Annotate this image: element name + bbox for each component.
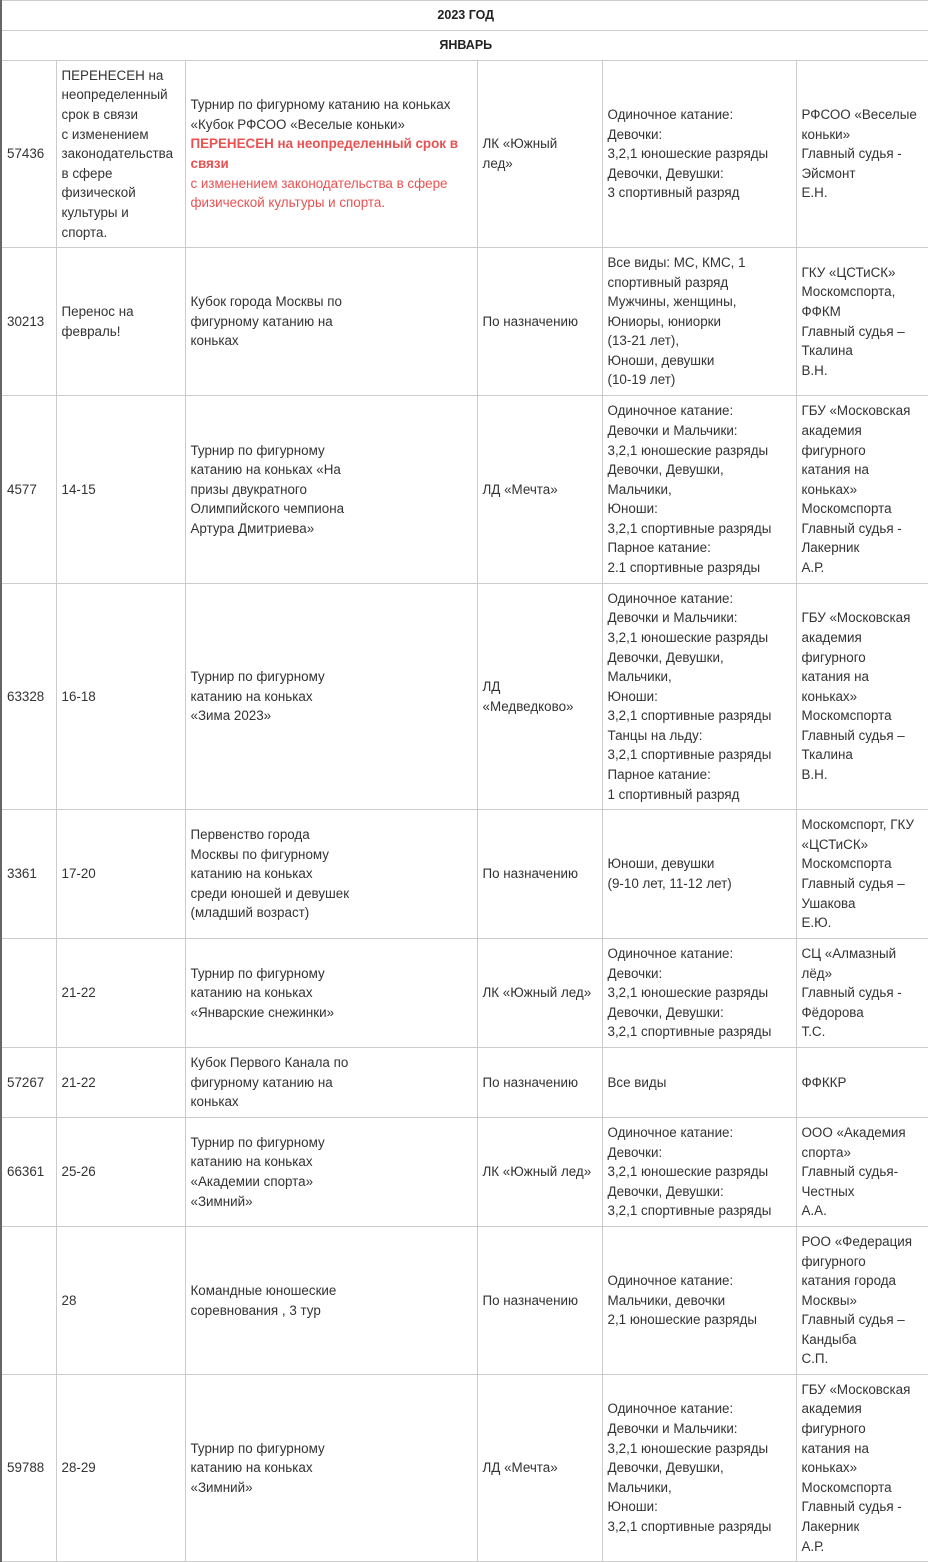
event-name-cell [185, 396, 477, 584]
categories-text: Одиночное катание: Девочки: 3,2,1 юношеские разряды Девочки, Девушки: 3,2,1 спортивные разряды [607, 946, 772, 1040]
date-text: 14-15 [61, 481, 96, 497]
event-id-cell [1, 939, 56, 1048]
venue-cell [477, 248, 602, 396]
month-heading: ЯНВАРЬ [1, 31, 928, 61]
event-id-cell [1, 1048, 56, 1118]
categories-text: Одиночное катание: Девочки и Мальчики: 3,2,1 юношеские разряды Девочки, Девушки, Мальчики, Юноши: 3,2,1 спортивные разряды [607, 1401, 772, 1534]
date-cell [56, 939, 185, 1048]
categories-cell [602, 396, 796, 584]
categories-text: Все виды: МС, КМС, 1 спортивный разряд Мужчины, женщины, Юниоры, юниорки (13-21 лет), Юноши, девушки (10-19 лет) [607, 254, 746, 388]
categories-text: Одиночное катание: Мальчики, девочки 2,1 юношеские разряды [607, 1273, 757, 1328]
event-name-text: Командные юношеские соревнования , 3 тур [190, 1282, 337, 1318]
venue-text: ЛК «Южный лед» [482, 985, 592, 1001]
event-name-cell [185, 1048, 477, 1118]
organizer-text: Москомспорт, ГКУ «ЦСТиСК» Москомспорта Главный судья – Ушакова Е.Ю. [801, 817, 914, 931]
event-id-text: 57267 [7, 1074, 45, 1090]
categories-cell [602, 248, 796, 396]
event-id-cell [1, 810, 56, 939]
date-text: 28 [61, 1292, 77, 1308]
event-name-text: Первенство города Москвы по фигурному катанию на коньках среди юношей и девушек (младший возраст) [190, 827, 350, 921]
year-heading: 2023 ГОД [1, 1, 928, 31]
organizer-cell [796, 396, 928, 584]
event-name-cell [185, 1375, 477, 1562]
categories-text: Юноши, девушки (9-10 лет, 11-12 лет) [607, 856, 732, 891]
event-name-text: Турнир по фигурному катанию на коньках «Кубок РФСОО «Веселые коньки» [190, 97, 451, 132]
date-cell [56, 584, 185, 810]
organizer-text: ФФККР [801, 1074, 847, 1090]
venue-text: По назначению [482, 313, 579, 329]
date-text: 17-20 [61, 866, 96, 882]
categories-text: Одиночное катание: Девочки: 3,2,1 юношеские разряды Девочки, Девушки: 3,2,1 спортивные разряды [607, 1125, 772, 1219]
date-cell [56, 396, 185, 584]
event-name-cell [185, 248, 477, 396]
event-id-cell [1, 248, 56, 396]
event-id-text: 63328 [7, 688, 45, 704]
categories-cell [602, 584, 796, 810]
event-name-cell [185, 584, 477, 810]
date-cell [56, 1048, 185, 1118]
categories-text: Одиночное катание: Девочки: 3,2,1 юношеские разряды Девочки, Девушки: 3 спортивный разряд [607, 107, 769, 201]
table-row [1, 61, 928, 248]
event-id-text: 59788 [7, 1460, 45, 1476]
venue-cell [477, 810, 602, 939]
date-cell [56, 248, 185, 396]
venue-cell [477, 1118, 602, 1227]
organizer-text: ГБУ «Московская академия фигурного катания на коньках» Москомспорта Главный судья - Лакерник А.Р. [801, 1381, 911, 1554]
event-name-text: Кубок Первого Канала по фигурному катанию на коньках [190, 1055, 349, 1110]
categories-cell [602, 1118, 796, 1227]
table-row [1, 1375, 928, 1562]
categories-cell [602, 1375, 796, 1562]
categories-cell [602, 939, 796, 1048]
categories-text: Одиночное катание: Девочки и Мальчики: 3,2,1 юношеские разряды Девочки, Девушки, Мальчики, Юноши: 3,2,1 спортивные разряды Танцы на льду: 3,2,1 спортивные разряды Парное катание: 1 спортивный разряд [607, 590, 772, 802]
venue-cell [477, 1375, 602, 1562]
venue-text: По назначению [482, 866, 579, 882]
venue-text: ЛД «Мечта» [482, 1460, 558, 1476]
date-text: 28-29 [61, 1460, 96, 1476]
categories-cell [602, 61, 796, 248]
event-id-cell [1, 1375, 56, 1562]
categories-cell [602, 1227, 796, 1375]
categories-text: Одиночное катание: Девочки и Мальчики: 3,2,1 юношеские разряды Девочки, Девушки, Мальчики, Юноши: 3,2,1 спортивные разряды Парное катание: 2.1 спортивные разряды [607, 403, 772, 576]
venue-cell [477, 61, 602, 248]
event-id-cell [1, 1118, 56, 1227]
date-text: ПЕРЕНЕСЕН на неопределенный срок в связи с изменением законодательства в сфере физической культуры и спорта. [61, 67, 174, 240]
organizer-text: РОО «Федерация фигурного катания города Москвы» Главный судья – Кандыба С.П. [801, 1233, 913, 1367]
organizer-cell [796, 1227, 928, 1375]
table-row [1, 396, 928, 584]
event-id-cell [1, 1227, 56, 1375]
venue-text: По назначению [482, 1074, 579, 1090]
categories-cell [602, 1048, 796, 1118]
date-cell [56, 61, 185, 248]
event-id-cell [1, 61, 56, 248]
venue-cell [477, 939, 602, 1048]
table-row [1, 939, 928, 1048]
venue-text: ЛД «Медведково» [482, 678, 574, 714]
table-row [1, 248, 928, 396]
table-row [1, 1118, 928, 1227]
organizer-cell [796, 61, 928, 248]
venue-text: По назначению [482, 1292, 579, 1308]
table-row [1, 584, 928, 810]
event-id-cell [1, 584, 56, 810]
venue-cell [477, 396, 602, 584]
event-name-text: Турнир по фигурному катанию на коньках «Зимний» [190, 1440, 325, 1495]
event-id-text: 3361 [7, 866, 37, 882]
table-row [1, 1048, 928, 1118]
event-id-text: 30213 [7, 313, 45, 329]
organizer-text: ООО «Академия спорта» Главный судья- Честных А.А. [801, 1125, 906, 1219]
date-cell [56, 1375, 185, 1562]
table-row [1, 810, 928, 939]
organizer-text: ГКУ «ЦСТиСК» Москомспорта, ФФКМ Главный судья – Ткалина В.Н. [801, 264, 905, 378]
event-name-cell [185, 1118, 477, 1227]
event-name-text: Турнир по фигурному катанию на коньках «На призы двукратного Олимпийского чемпиона Артура Дмитриева» [190, 442, 345, 536]
date-text: Перенос на февраль! [61, 303, 134, 339]
date-cell [56, 1118, 185, 1227]
event-name-cell [185, 1227, 477, 1375]
event-name-text: Кубок города Москвы по фигурному катанию на коньках [190, 294, 342, 349]
venue-text: ЛК «Южный лед» [482, 1164, 592, 1180]
venue-cell [477, 584, 602, 810]
organizer-text: СЦ «Алмазный лёд» Главный судья - Фёдорова Т.С. [801, 946, 902, 1040]
venue-text: ЛК «Южный лед» [482, 136, 558, 171]
organizer-cell [796, 939, 928, 1048]
categories-cell [602, 810, 796, 939]
event-name-cell [185, 939, 477, 1048]
postponed-reason: с изменением законодательства в сфере физической культуры и спорта. [190, 175, 448, 211]
venue-cell [477, 1227, 602, 1375]
event-name-text: Турнир по фигурному катанию на коньках «Зима 2023» [190, 669, 325, 724]
event-id-text: 57436 [7, 146, 45, 162]
venue-text: ЛД «Мечта» [482, 481, 558, 497]
postponed-notice: ПЕРЕНЕСЕН на неопределенный срок в связи [190, 136, 458, 171]
event-name-text: Турнир по фигурному катанию на коньках «Январские снежинки» [190, 965, 335, 1020]
venue-cell [477, 1048, 602, 1118]
organizer-text: ГБУ «Московская академия фигурного катания на коньках» Москомспорта Главный судья – Ткалина В.Н. [801, 610, 911, 783]
event-name-text: Турнир по фигурному катанию на коньках «Академии спорта» «Зимний» [190, 1134, 325, 1209]
organizer-cell [796, 1048, 928, 1118]
event-id-text: 66361 [7, 1164, 45, 1180]
event-id-cell [1, 396, 56, 584]
organizer-cell [796, 1375, 928, 1562]
categories-text: Все виды [607, 1074, 667, 1090]
organizer-cell [796, 248, 928, 396]
date-text: 16-18 [61, 688, 96, 704]
event-name-cell [185, 810, 477, 939]
event-id-text: 4577 [7, 481, 37, 497]
organizer-cell [796, 810, 928, 939]
date-text: 21-22 [61, 985, 96, 1001]
date-cell [56, 1227, 185, 1375]
date-text: 25-26 [61, 1164, 96, 1180]
organizer-text: ГБУ «Московская академия фигурного катания на коньках» Москомспорта Главный судья - Лакерник А.Р. [801, 403, 911, 576]
organizer-cell [796, 584, 928, 810]
table-row [1, 1227, 928, 1375]
event-name-cell [185, 61, 477, 248]
organizer-text: РФСОО «Веселые коньки» Главный судья - Эйсмонт Е.Н. [801, 107, 917, 201]
date-cell [56, 810, 185, 939]
date-text: 21-22 [61, 1074, 96, 1090]
organizer-cell [796, 1118, 928, 1227]
